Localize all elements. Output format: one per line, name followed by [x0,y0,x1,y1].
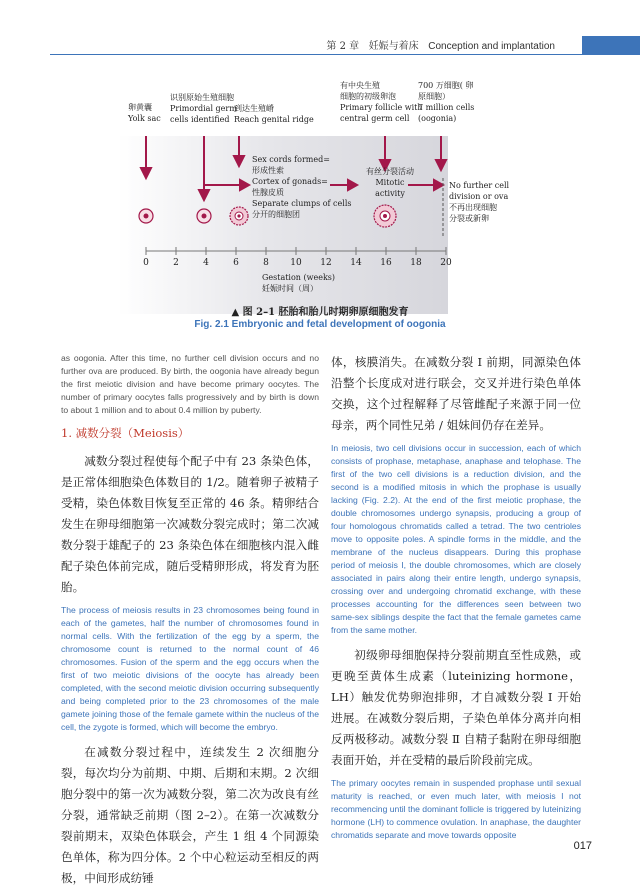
tick-label: 8 [263,258,269,268]
paragraph-en: The process of meiosis results in 23 chromosomes being found in each of the gametes, half the number of chromosomes found in normal cells. With the fertilization of the egg by a sperm, the chromosome count is returned to the normal count of 46 chromosomes. Fusion of the sperm and the egg occurs when the first of two meiotic divisions of the oocyte has already been completed, with the second meiotic division occurring subsequently and being completed prior to the 23 chromosomes of the male gamete joining those of the female gamete within the nucleus of the cell, the zygote is formed, which will become the embryo. [61,605,319,732]
cell-pgc [197,209,211,223]
header-rule [50,54,640,55]
figure-2-1 [0,60,640,330]
paragraph-en: In meiosis, two cell divisions occur in succession, each of which consists of prophase, metaphase, anaphase and telophase. The first of the two cell divisions is a reduction division, and the second is a modified mitosis in which the prophase is usually lacking (Fig. 2.2). At the end of the first meiotic prophase, the double chromosomes undergo synapsis, producing a group of four homologous chromatids called a tetrad. The two centrioles move to opposite poles. A spindle forms in the middle, and the membrane of the nucleus disappears. During this prophase period of meiosis I, the double chromosomes, which are closely associated in pairs along their entire length, undergo synapsis, crossing over and undergoing chromatid exchange, with these processes accounting for the differences seen between two same-sex siblings despite the fact that the female gametes came from the same mother. [331,443,581,635]
tick-label: 2 [173,258,179,268]
label-no-further: No further cell division or ova 不再出现细胞 分裂或新卵 [449,181,510,223]
header-color-tab [582,36,640,54]
tick-label: 18 [410,258,422,268]
label-mitotic: 有丝分裂活动 Mitotic activity [366,167,414,198]
paragraph-en: as oogonia. After this time, no further cell division occurs and no further ova are produced. By birth, the oogonia have already begun the first meiotic division and have become primary oocytes. The number of primary oocytes falls progressively and by birth is down to about 1 million and to about 0.4 million by puberty. [61,353,319,415]
cell-follicle [374,205,396,227]
tick-label: 14 [350,258,362,268]
tick-label: 16 [380,258,392,268]
running-header [326,37,555,52]
tick-label: 12 [320,258,332,268]
chapter-title-en: Conception and implantation [428,41,555,52]
tick-label: 6 [233,258,239,268]
page-number: 017 [573,840,592,852]
right-column [331,352,581,850]
cell-clump [230,207,248,225]
section-heading-meiosis: 1. 减数分裂（Meiosis） [61,426,190,440]
chapter-title-cn: 妊娠与着床 [368,41,419,52]
cell-yolk [139,209,153,223]
figure-caption-cn: ▲ 图 2–1 胚胎和胎儿时期卵原细胞发育 [231,307,409,318]
paragraph-cn: 初级卵母细胞保持分裂前期直至性成熟，或更晚至黄体生成素（luteinizing hormone，LH）触发优势卵泡排卵，才自减数分裂 Ⅰ 开始进展。在减数分裂后期，子染色单体分离并向相反两极移动。减数分裂 Ⅱ 自精子黏附在卵母细胞表面开始，并在受精的最后阶段前完成。 [331,648,581,767]
chapter-number: 第 2 章 [326,41,360,52]
label-ridge: 到达生殖嵴 Reach genital ridge [234,104,314,124]
tick-label: 20 [440,258,452,268]
label-follicle: 有中央生殖 细胞的初级卵泡 Primary follicle with central germ cell [340,81,423,123]
label-sex-cords: Sex cords formed= 形成性索 Cortex of gonads= 性腺皮质 Separate clumps of cells 分开的细胞团 [252,155,352,219]
label-yolk-sac: 卵黄囊 Yolk sac [128,103,161,123]
axis-label: Gestation (weeks) 妊娠时间（周） [262,273,336,293]
label-seven-million: 700 万细胞( 卵 原细胞） 7 million cells (oogonia) [418,81,475,123]
figure-caption-en: Fig. 2.1 Embryonic and fetal development of oogonia [194,319,446,330]
paragraph-cn: 减数分裂过程使每个配子中有 23 条染色体，是正常体细胞染色体数目的 1/2。随着卵子被精子受精，染色体数目恢复至正常的 46 条。精卵结合发生在卵母细胞第一次减数分裂完成时；第二次减数分裂于雄配子的 23 条染色体在细胞核内混入雌配子染色体前完成，随后受精卵形成，将发育为胚胎。 [61,454,319,594]
tick-label: 10 [290,258,302,268]
left-column [61,352,319,895]
tick-label: 0 [143,258,149,268]
label-pgc: 识别原始生殖细胞 Primordial germ cells identified [170,93,237,124]
paragraph-cn: 在减数分裂过程中，连续发生 2 次细胞分裂，每次均分为前期、中期、后期和末期。2 次细胞分裂中的第一次为减数分裂，第二次为改良有丝分裂，通常缺乏前期（图 2–2）。在第一次减数分裂前期末，双染色体联会，产生 1 组 4 个同源染色单体，称为四分体。2 个中心粒运动至相反的两极，中间形成纺锤 [61,745,319,885]
tick-label: 4 [203,258,209,268]
paragraph-en: The primary oocytes remain in suspended prophase until sexual maturity is reached, or even much later, with meiosis I not recommencing until the dominant follicle is triggered by luteinizing hormone (LH) to commence ovulation. In anaphase, the daughter chromatids separate and move towards opposite [331,778,581,840]
paragraph-cn: 体，核膜消失。在减数分裂 Ⅰ 前期，同源染色体沿整个长度成对进行联会，交叉并进行染色单体交换，这个过程解释了尽管雌配子来源于同一位母亲，两个同性兄弟 / 姐妹间仍存在差异。 [331,355,581,432]
